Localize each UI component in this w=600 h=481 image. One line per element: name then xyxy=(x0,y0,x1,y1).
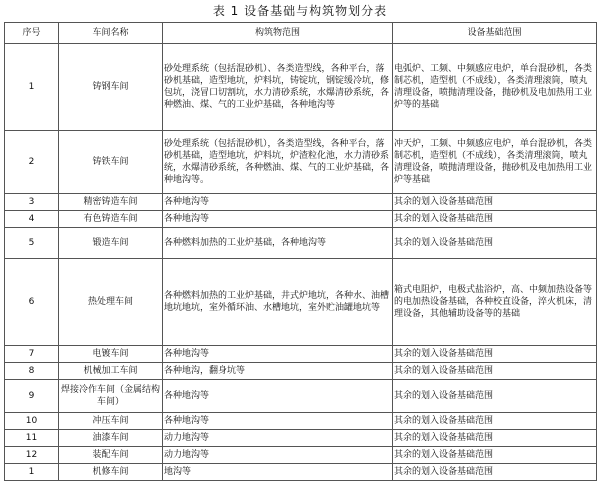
cell-range: 冲天炉，工频、中频感应电炉，单台混砂机，各类制芯机，造型机（不成线），各类清理滚筒，喷丸清理设备，喷抛清理设备，抛砂机及电加热用工业炉等基础 xyxy=(393,131,597,194)
cell-name: 油漆车间 xyxy=(59,430,163,447)
cell-range: 箱式电阻炉，电极式盐浴炉，高、中频加热设备等的电加热设备基础，各种校直设备，淬火机床，清理设备，其他辅助设备等的基础 xyxy=(393,259,597,346)
table-row xyxy=(5,228,597,259)
table-row xyxy=(5,44,597,131)
cell-scope: 各种地沟，翻身坑等 xyxy=(163,363,393,380)
cell-scope: 各种地沟等 xyxy=(163,380,393,413)
cell-scope: 各种燃料加热的工业炉基础，井式炉地坑，各种水、油槽地坑地坑，室外循环油、水槽地坑，室外贮油罐地坑等 xyxy=(163,259,393,346)
cell-range: 其余的划入设备基础范围 xyxy=(393,363,597,380)
cell-range: 其余的划入设备基础范围 xyxy=(393,346,597,363)
cell-num: 8 xyxy=(5,363,59,380)
cell-range: 其余的划入设备基础范围 xyxy=(393,413,597,430)
cell-range: 其余的划入设备基础范围 xyxy=(393,380,597,413)
cell-scope: 砂处理系统（包括混砂机），各类造型线，各种平台，落砂机基础，造型地坑，炉料坑，炉渣粒化池，水力清砂系统，水爆清砂系统，各种燃油、煤、气的工业炉基础，各种地沟等。 xyxy=(163,131,393,194)
cell-range: 其余的划入设备基础范围 xyxy=(393,430,597,447)
cell-range: 电弧炉、工频、中频感应电炉，单台混砂机，各类制芯机，造型机（不成线），各类清理滚筒，喷丸清理设备，喷抛清理设备，抛砂机及电加热用工业炉等的基础 xyxy=(393,44,597,131)
cell-scope: 动力地沟等 xyxy=(163,430,393,447)
table-row xyxy=(5,131,597,194)
cell-scope: 砂处理系统（包括混砂机）、各类造型线，各种平台，落砂机基础，造型地坑，炉料坑，铸锭坑，钢锭缓冷坑，修包坑，浇冒口切割坑，水力清砂系统，水爆清砂系统，各种燃油、煤、气的工业炉基础，各种地沟等 xyxy=(163,44,393,131)
cell-name: 焊接冷作车间（金属结构车间） xyxy=(59,380,163,413)
cell-num: 12 xyxy=(5,447,59,464)
cell-name: 铸钢车间 xyxy=(59,44,163,131)
header-num: 序号 xyxy=(5,23,59,44)
cell-scope: 各种地沟等 xyxy=(163,194,393,211)
cell-num: 1 xyxy=(5,44,59,131)
cell-num: 5 xyxy=(5,228,59,259)
cell-range: 其余的划入设备基础范围 xyxy=(393,447,597,464)
cell-num: 10 xyxy=(5,413,59,430)
header-scope: 构筑物范围 xyxy=(163,23,393,44)
table-row xyxy=(5,380,597,413)
cell-scope: 地沟等 xyxy=(163,464,393,481)
cell-range: 其余的划入设备基础范围 xyxy=(393,228,597,259)
cell-num: 11 xyxy=(5,430,59,447)
table-row xyxy=(5,430,597,447)
cell-scope: 动力地沟等 xyxy=(163,447,393,464)
cell-range: 其余的划入设备基础范围 xyxy=(393,464,597,481)
cell-num: 3 xyxy=(5,194,59,211)
cell-num: 7 xyxy=(5,346,59,363)
cell-name: 机修车间 xyxy=(59,464,163,481)
cell-scope: 各种地沟等 xyxy=(163,346,393,363)
cell-num: 6 xyxy=(5,259,59,346)
cell-name: 冲压车间 xyxy=(59,413,163,430)
table-row xyxy=(5,259,597,346)
cell-scope: 各种地沟等 xyxy=(163,413,393,430)
cell-num: 2 xyxy=(5,131,59,194)
table-row xyxy=(5,464,597,481)
cell-name: 锻造车间 xyxy=(59,228,163,259)
table-header-row xyxy=(5,23,597,44)
cell-scope: 各种燃料加热的工业炉基础，各种地沟等 xyxy=(163,228,393,259)
cell-scope: 各种地沟等 xyxy=(163,211,393,228)
cell-range: 其余的划入设备基础范围 xyxy=(393,211,597,228)
cell-num: 4 xyxy=(5,211,59,228)
cell-range: 其余的划入设备基础范围 xyxy=(393,194,597,211)
cell-num: 1 xyxy=(5,464,59,481)
table-row xyxy=(5,413,597,430)
cell-name: 机械加工车间 xyxy=(59,363,163,380)
table-row xyxy=(5,211,597,228)
header-range: 设备基础范围 xyxy=(393,23,597,44)
header-name: 车间名称 xyxy=(59,23,163,44)
table-row xyxy=(5,363,597,380)
cell-name: 铸铁车间 xyxy=(59,131,163,194)
table-row xyxy=(5,194,597,211)
cell-num: 9 xyxy=(5,380,59,413)
cell-name: 有色铸造车间 xyxy=(59,211,163,228)
table-row xyxy=(5,447,597,464)
table-row xyxy=(5,346,597,363)
equipment-foundation-table xyxy=(4,22,597,481)
cell-name: 电镀车间 xyxy=(59,346,163,363)
cell-name: 精密铸造车间 xyxy=(59,194,163,211)
cell-name: 装配车间 xyxy=(59,447,163,464)
table-title: 表 1 设备基础与构筑物划分表 xyxy=(212,4,388,18)
cell-name: 热处理车间 xyxy=(59,259,163,346)
